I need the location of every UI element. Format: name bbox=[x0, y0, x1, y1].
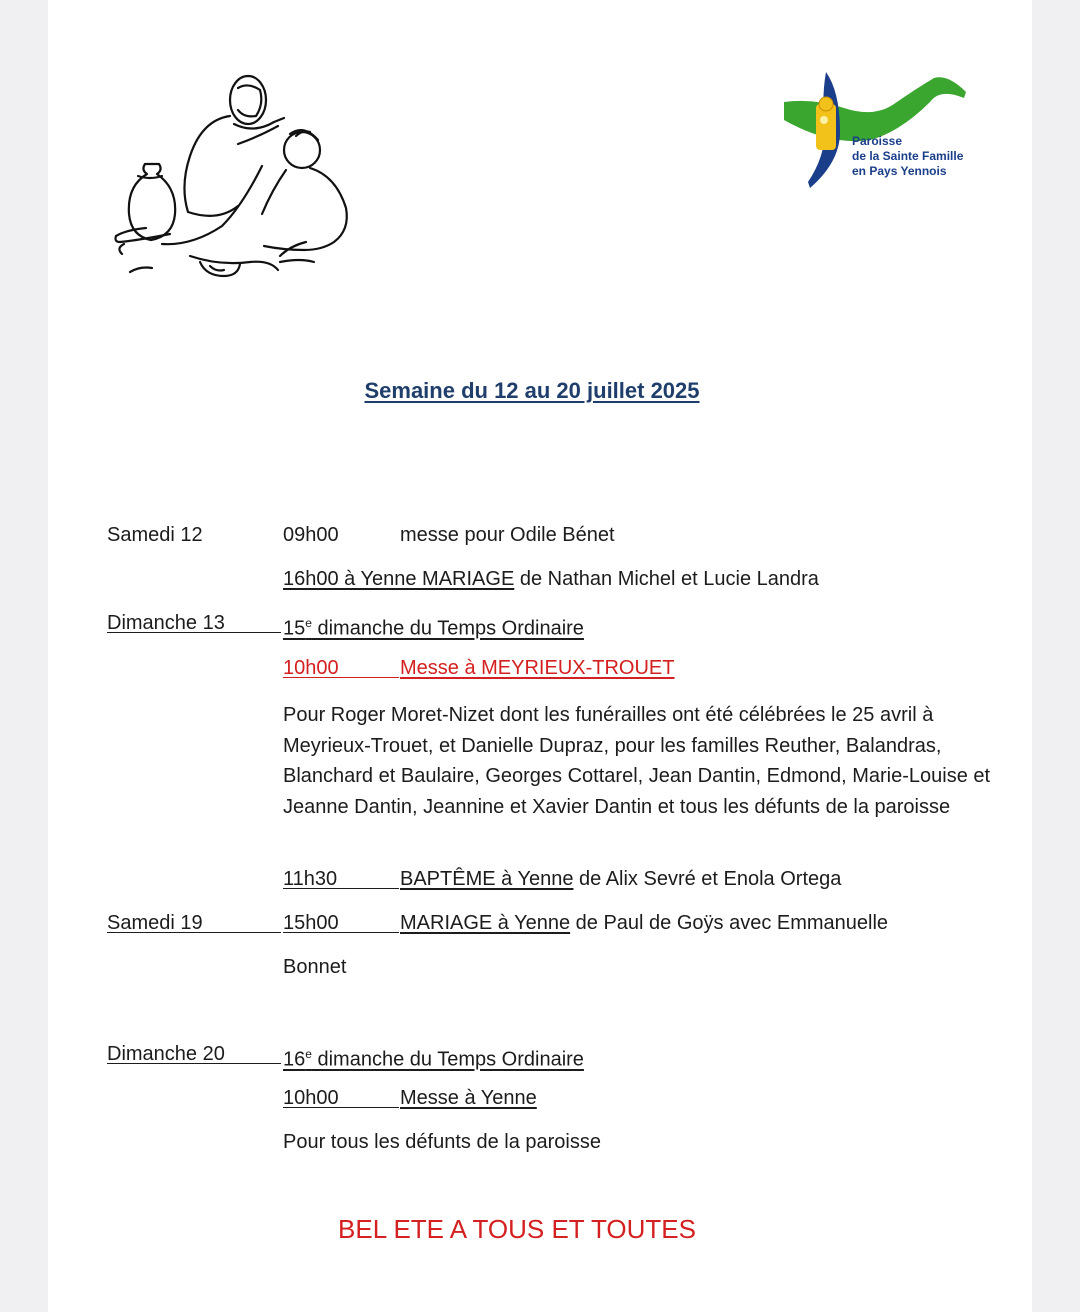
time-1130 bbox=[283, 864, 399, 889]
logo-line-2: de la Sainte Famille bbox=[852, 149, 964, 163]
baptism-names: de Alix Sevré et Enola Ortega bbox=[573, 868, 842, 890]
baptism-line bbox=[400, 864, 841, 894]
wedding-names: de Paul de Goÿs avec Emmanuelle bbox=[570, 912, 889, 934]
day-dimanche-20 bbox=[107, 1039, 281, 1064]
liturgy-sup: e bbox=[305, 616, 312, 630]
liturgy-sun20 bbox=[283, 1039, 584, 1075]
baptism-label: BAPTÊME à Yenne bbox=[400, 868, 574, 890]
wedding-couple: de Nathan Michel et Lucie Landra bbox=[514, 568, 819, 590]
time-1500 bbox=[283, 908, 399, 933]
time-1500-label: 15h00 bbox=[283, 912, 339, 934]
samaritan-illustration bbox=[110, 66, 360, 288]
mass-odile: messe pour Odile Bénet bbox=[400, 524, 615, 546]
liturgy-sun13 bbox=[283, 608, 584, 644]
intention-sun20: Pour tous les défunts de la paroisse bbox=[283, 1131, 601, 1153]
liturgy-rest-20: dimanche du Temps Ordinaire bbox=[311, 1048, 584, 1071]
day-dimanche-13 bbox=[107, 608, 281, 633]
time-1000-label: 10h00 bbox=[283, 1087, 339, 1109]
wedding-line-sat12 bbox=[283, 564, 819, 594]
logo-line-1: Paroisse bbox=[852, 134, 903, 148]
day-dimanche-20-label: Dimanche 20 bbox=[107, 1043, 225, 1065]
wedding-line-sat19 bbox=[400, 908, 888, 938]
liturgy-sup-20: e bbox=[305, 1047, 312, 1061]
liturgy-rest: dimanche du Temps Ordinaire bbox=[311, 617, 584, 640]
day-samedi-12: Samedi 12 bbox=[107, 524, 203, 546]
time-1000 bbox=[283, 1083, 399, 1108]
page-title: Semaine du 12 au 20 juillet 2025 bbox=[364, 378, 700, 403]
wedding-names-cont: Bonnet bbox=[283, 956, 347, 978]
time-1000-red bbox=[283, 653, 399, 678]
mass-yenne: Messe à Yenne bbox=[400, 1087, 537, 1109]
liturgy-num: 15 bbox=[283, 617, 306, 640]
day-samedi-19 bbox=[107, 908, 281, 933]
mass-meyrieux: Messe à MEYRIEUX-TROUET bbox=[400, 657, 675, 679]
wedding-time-place: 16h00 à Yenne MARIAGE bbox=[283, 568, 515, 590]
day-dimanche-13-label: Dimanche 13 bbox=[107, 612, 225, 634]
liturgy-num-20: 16 bbox=[283, 1048, 306, 1071]
logo-line-3: en Pays Yennois bbox=[852, 164, 947, 178]
logo-caption bbox=[852, 134, 963, 179]
day-samedi-19-label: Samedi 19 bbox=[107, 912, 203, 934]
intentions-paragraph: Pour Roger Moret-Nizet dont les funérailles ont été célébrées le 25 avril à Meyrieux-Trouet, et Danielle Dupraz, pour les familles Reuther, Balandras, Blanchard et Baulaire, Georges Cottarel, Jean Dantin, Edmond, Marie-Louise et Jeanne Dantin, Jeannine et Xavier Dantin et tous les défunts de la paroisse bbox=[283, 704, 991, 818]
time-1130-label: 11h30 bbox=[283, 868, 338, 890]
time-0900: 09h00 bbox=[283, 524, 339, 546]
wedding-label: MARIAGE à Yenne bbox=[400, 912, 571, 934]
closing-message: BEL ETE A TOUS ET TOUTES bbox=[338, 1214, 696, 1244]
time-1000-red-label: 10h00 bbox=[283, 657, 339, 679]
